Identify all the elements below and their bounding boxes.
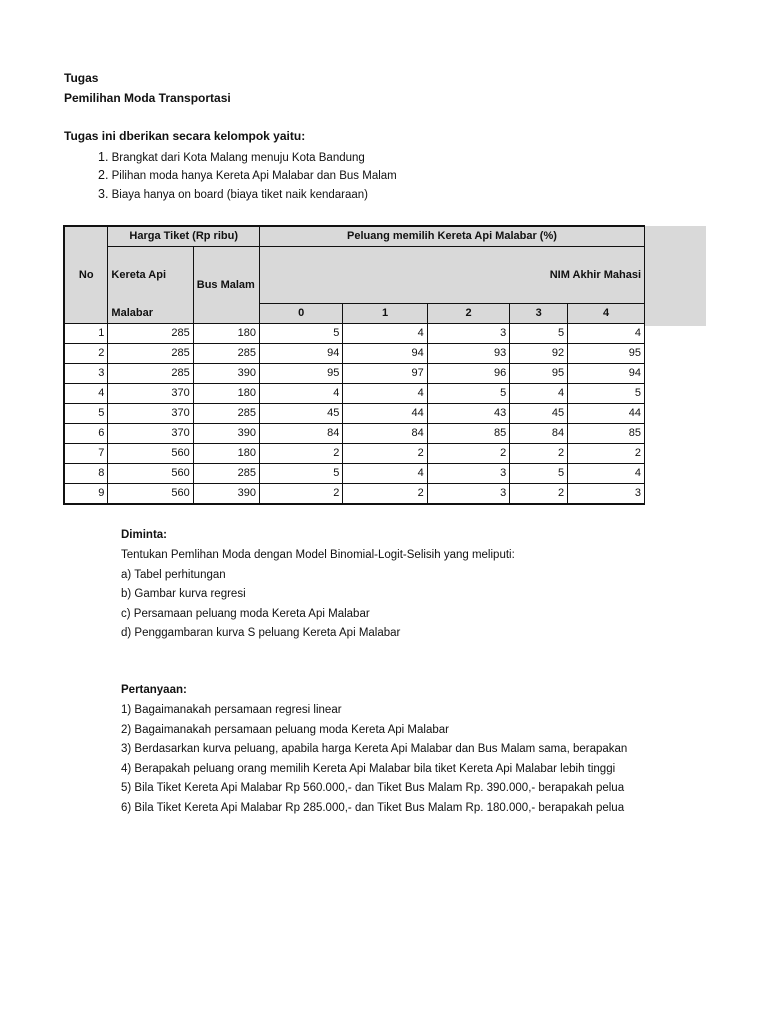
kereta-header: Kereta Api bbox=[108, 247, 193, 304]
diminta-intro: Tentukan Pemlihan Moda dengan Model Binomial-Logit-Selisih yang meliputi: bbox=[121, 549, 515, 561]
question-item: 6) Bila Tiket Kereta Api Malabar Rp 285.000,- dan Tiket Bus Malam Rp. 180.000,- berapakah pelua bbox=[121, 802, 625, 814]
kereta-header-line2: Malabar bbox=[108, 304, 193, 324]
probability-cell: 4 bbox=[343, 384, 427, 404]
probability-cell: 2 bbox=[259, 484, 342, 505]
probability-cell: 95 bbox=[510, 364, 568, 384]
row-no: 3 bbox=[64, 364, 108, 384]
probability-cell: 5 bbox=[427, 384, 509, 404]
probability-cell: 2 bbox=[510, 444, 568, 464]
table-row bbox=[64, 464, 645, 484]
probability-cell: 2 bbox=[510, 484, 568, 505]
probability-cell: 5 bbox=[259, 464, 342, 484]
row-no: 4 bbox=[64, 384, 108, 404]
doc-title-line1: Tugas bbox=[64, 71, 99, 85]
col-no-header: No bbox=[64, 226, 108, 324]
question-item: 5) Bila Tiket Kereta Api Malabar Rp 560.000,- dan Tiket Bus Malam Rp. 390.000,- berapakah pelua bbox=[121, 782, 625, 794]
row-no: 8 bbox=[64, 464, 108, 484]
diminta-heading: Diminta: bbox=[121, 529, 167, 541]
probability-cell: 4 bbox=[510, 384, 568, 404]
probability-cell: 2 bbox=[343, 444, 427, 464]
probability-cell: 4 bbox=[568, 464, 645, 484]
pertanyaan-heading: Pertanyaan: bbox=[121, 684, 187, 696]
bus-price: 285 bbox=[193, 464, 259, 484]
header-overflow-band bbox=[645, 226, 706, 326]
table-row bbox=[64, 444, 645, 464]
bus-price: 285 bbox=[193, 344, 259, 364]
condition-item: 3. Biaya hanya on board (biaya tiket naik kendaraan) bbox=[98, 187, 368, 201]
probability-cell: 94 bbox=[343, 344, 427, 364]
condition-item: 2. Pilihan moda hanya Kereta Api Malabar dan Bus Malam bbox=[98, 168, 397, 182]
probability-cell: 44 bbox=[568, 404, 645, 424]
probability-cell: 85 bbox=[427, 424, 509, 444]
kereta-price: 560 bbox=[108, 444, 193, 464]
ticket-table bbox=[63, 225, 645, 505]
probability-cell: 44 bbox=[343, 404, 427, 424]
peluang-header: Peluang memilih Kereta Api Malabar (%) bbox=[259, 226, 644, 247]
kereta-price: 285 bbox=[108, 364, 193, 384]
diminta-item: c) Persamaan peluang moda Kereta Api Malabar bbox=[121, 608, 370, 620]
probability-cell: 4 bbox=[343, 464, 427, 484]
probability-cell: 85 bbox=[568, 424, 645, 444]
diminta-item: a) Tabel perhitungan bbox=[121, 569, 226, 581]
row-no: 1 bbox=[64, 324, 108, 344]
kereta-price: 285 bbox=[108, 324, 193, 344]
bus-price: 180 bbox=[193, 384, 259, 404]
probability-cell: 4 bbox=[343, 324, 427, 344]
probability-cell: 43 bbox=[427, 404, 509, 424]
nim-col-2: 2 bbox=[427, 304, 509, 324]
probability-cell: 84 bbox=[510, 424, 568, 444]
bus-price: 180 bbox=[193, 444, 259, 464]
probability-cell: 5 bbox=[510, 324, 568, 344]
probability-cell: 96 bbox=[427, 364, 509, 384]
bus-price: 180 bbox=[193, 324, 259, 344]
task-intro: Tugas ini dberikan secara kelompok yaitu: bbox=[64, 129, 306, 143]
question-item: 2) Bagaimanakah persamaan peluang moda Kereta Api Malabar bbox=[121, 724, 449, 736]
table-row bbox=[64, 324, 645, 344]
row-no: 9 bbox=[64, 484, 108, 505]
table-row bbox=[64, 344, 645, 364]
table-row bbox=[64, 484, 645, 505]
bus-price: 390 bbox=[193, 484, 259, 505]
probability-cell: 2 bbox=[259, 444, 342, 464]
table-row bbox=[64, 364, 645, 384]
doc-title-line2: Pemilihan Moda Transportasi bbox=[64, 91, 231, 105]
kereta-price: 285 bbox=[108, 344, 193, 364]
bus-price: 390 bbox=[193, 424, 259, 444]
probability-cell: 4 bbox=[568, 324, 645, 344]
probability-cell: 94 bbox=[568, 364, 645, 384]
probability-cell: 4 bbox=[259, 384, 342, 404]
kereta-price: 560 bbox=[108, 464, 193, 484]
nim-col-1: 1 bbox=[343, 304, 427, 324]
nim-header: NIM Akhir Mahasi bbox=[259, 247, 644, 304]
probability-cell: 92 bbox=[510, 344, 568, 364]
table-row bbox=[64, 384, 645, 404]
probability-cell: 3 bbox=[427, 324, 509, 344]
table-row bbox=[64, 424, 645, 444]
probability-cell: 3 bbox=[568, 484, 645, 505]
row-no: 6 bbox=[64, 424, 108, 444]
probability-cell: 95 bbox=[259, 364, 342, 384]
probability-cell: 45 bbox=[510, 404, 568, 424]
probability-cell: 3 bbox=[427, 464, 509, 484]
condition-item: 1. Brangkat dari Kota Malang menuju Kota Bandung bbox=[98, 150, 365, 164]
question-item: 1) Bagaimanakah persamaan regresi linear bbox=[121, 704, 342, 716]
bus-price: 285 bbox=[193, 404, 259, 424]
row-no: 2 bbox=[64, 344, 108, 364]
probability-cell: 45 bbox=[259, 404, 342, 424]
kereta-price: 560 bbox=[108, 484, 193, 505]
question-item: 4) Berapakah peluang orang memilih Kereta Api Malabar bila tiket Kereta Api Malabar lebih tinggi bbox=[121, 763, 616, 775]
probability-cell: 3 bbox=[427, 484, 509, 505]
probability-cell: 5 bbox=[510, 464, 568, 484]
row-no: 5 bbox=[64, 404, 108, 424]
probability-cell: 94 bbox=[259, 344, 342, 364]
nim-col-0: 0 bbox=[259, 304, 342, 324]
probability-cell: 97 bbox=[343, 364, 427, 384]
probability-cell: 5 bbox=[568, 384, 645, 404]
kereta-price: 370 bbox=[108, 384, 193, 404]
probability-cell: 2 bbox=[343, 484, 427, 505]
probability-cell: 84 bbox=[343, 424, 427, 444]
question-item: 3) Berdasarkan kurva peluang, apabila harga Kereta Api Malabar dan Bus Malam sama, berapakan bbox=[121, 743, 628, 755]
probability-cell: 84 bbox=[259, 424, 342, 444]
probability-cell: 5 bbox=[259, 324, 342, 344]
row-no: 7 bbox=[64, 444, 108, 464]
kereta-price: 370 bbox=[108, 404, 193, 424]
kereta-price: 370 bbox=[108, 424, 193, 444]
bus-header: Bus Malam bbox=[193, 247, 259, 324]
probability-cell: 2 bbox=[568, 444, 645, 464]
diminta-item: d) Penggambaran kurva S peluang Kereta Api Malabar bbox=[121, 627, 401, 639]
nim-col-3: 3 bbox=[510, 304, 568, 324]
probability-cell: 2 bbox=[427, 444, 509, 464]
table-row bbox=[64, 404, 645, 424]
probability-cell: 93 bbox=[427, 344, 509, 364]
nim-col-4: 4 bbox=[568, 304, 645, 324]
harga-header: Harga Tiket (Rp ribu) bbox=[108, 226, 260, 247]
bus-price: 390 bbox=[193, 364, 259, 384]
probability-cell: 95 bbox=[568, 344, 645, 364]
diminta-item: b) Gambar kurva regresi bbox=[121, 588, 246, 600]
